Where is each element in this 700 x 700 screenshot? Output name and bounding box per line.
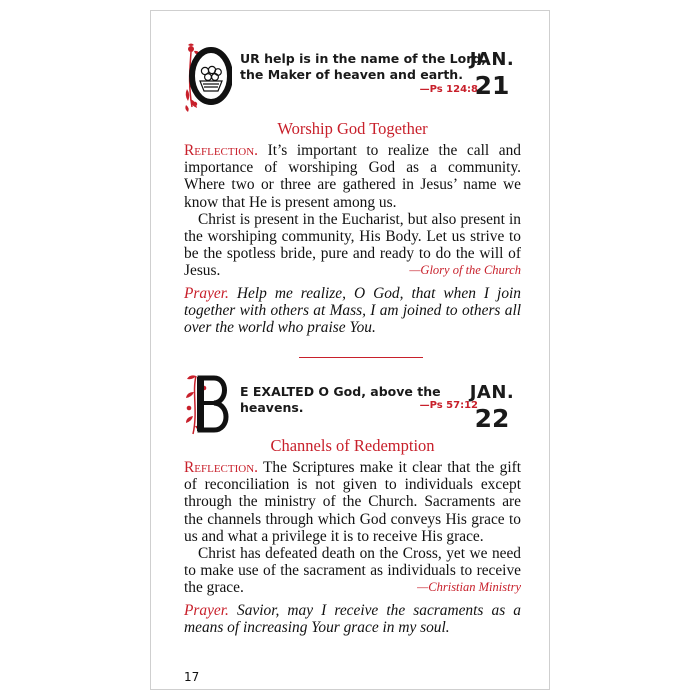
entry-header xyxy=(184,368,521,434)
scripture-verse: E EXALTED O God, above the heavens. xyxy=(240,384,441,415)
entry-title: Worship God Together xyxy=(277,119,428,138)
entry-date xyxy=(465,382,519,434)
reflection-paragraph: Reflection. The Scriptures make it clear that the gift of reconciliation is not given to individuals except through the ministry of the Church. Sacraments are the channels through which God conveys His grace to us and what a privilege it is to receive His grace. xyxy=(184,459,521,545)
date-day: 22 xyxy=(474,404,510,433)
date-month: JAN. xyxy=(469,382,515,403)
reflection-label: Reflection. xyxy=(184,459,258,476)
prayer-book-page xyxy=(150,10,550,690)
scripture-verse: UR help is in the name of the Lord, the Maker of heaven and earth. xyxy=(240,51,487,82)
reflection xyxy=(184,142,521,280)
entry-date xyxy=(465,49,519,101)
reflection-source: —Glory of the Church xyxy=(409,263,521,278)
reflection xyxy=(184,459,521,597)
entry-header xyxy=(184,39,521,117)
date-day: 21 xyxy=(474,71,510,100)
reflection-paragraph: Christ is present in the Eucharist, but also present in the worshiping community, His Body. Let us strive to be the spotless bride, pure and ready to do the will of Jesus. —Glory of the Church xyxy=(184,210,521,280)
section-divider xyxy=(299,357,423,358)
reflection-paragraph: Christ has defeated death on the Cross, yet we need to make use of the sacrament as individuals to receive the grace. —Christian Ministry xyxy=(184,545,521,597)
reflection-paragraph: Reflection. It’s important to realize the call and importance of worshiping God as a community. Where two or three are gathered in Jesus’ name we know that He is present among us. xyxy=(184,142,521,211)
scripture-reference: —Ps 57:12 xyxy=(419,400,478,411)
reflection-label: Reflection. xyxy=(184,142,258,159)
page-number: 17 xyxy=(184,670,200,684)
prayer-label: Prayer. xyxy=(184,284,229,302)
entry-title: Channels of Redemption xyxy=(270,436,435,455)
prayer: Prayer. Savior, may I receive the sacraments as a means of increasing Your grace in my soul. xyxy=(184,601,521,636)
ornamental-initial-o-icon xyxy=(184,43,232,113)
prayer: Prayer. Help me realize, O God, that when I join together with others at Mass, I am joined to others all over the world who praise You. xyxy=(184,284,521,337)
prayer-label: Prayer. xyxy=(184,601,229,619)
ornamental-initial-b-icon xyxy=(184,372,232,436)
devotion-entry-jan-21 xyxy=(184,39,521,336)
devotion-entry-jan-22 xyxy=(184,368,521,636)
date-month: JAN. xyxy=(469,49,515,70)
reflection-source: —Christian Ministry xyxy=(417,580,521,595)
scripture-reference: —Ps 124:8 xyxy=(419,84,478,95)
